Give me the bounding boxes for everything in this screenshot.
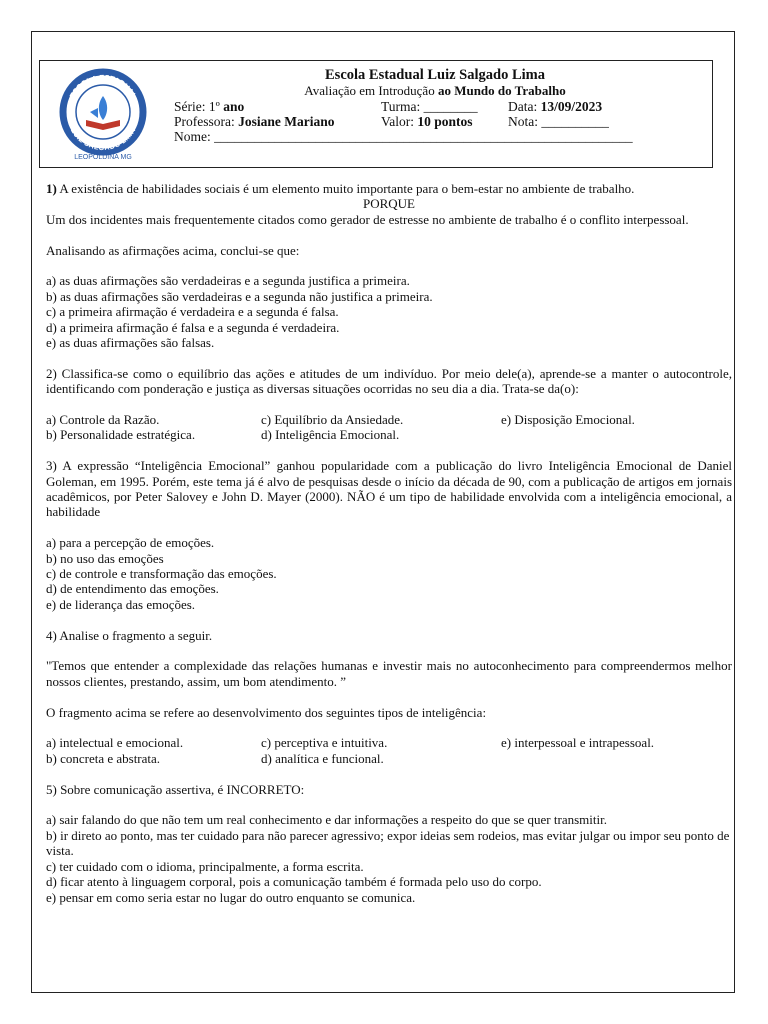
- exam-subject: Avaliação em Introdução ao Mundo do Trabalho: [304, 83, 566, 98]
- q2-text: 2) Classifica-se como o equilíbrio das ações e atitudes de um indivíduo. Por meio dele(a), aprende-se a manter o autocontrole, identificando com ponderação e justiça as diversas situações ocorridas no seu dia a dia. Trata-se da(o):: [46, 365, 732, 397]
- exam-body: [46, 181, 732, 905]
- professora-field: Professora: Josiane Mariano: [174, 114, 335, 129]
- q4-option: d) analítica e funcional.: [261, 750, 384, 766]
- q4-text: 4) Analise o fragmento a seguir.: [46, 627, 213, 643]
- q4-option: b) concreta e abstrata.: [46, 750, 161, 766]
- q1-statement1: 1) A existência de habilidades sociais é um elemento muito importante para o bem-estar no ambiente de trabalho.: [46, 181, 635, 196]
- q1-option: e) as duas afirmações são falsas.: [46, 335, 215, 351]
- q1-option: c) a primeira afirmação é verdadeira e a segunda é falsa.: [46, 304, 339, 320]
- q4-option: a) intelectual e emocional.: [46, 735, 184, 751]
- q4-prompt: O fragmento acima se refere ao desenvolvimento dos seguintes tipos de inteligência:: [46, 704, 487, 720]
- nota-field: Nota: __________: [508, 114, 609, 129]
- q4-options-row1: [46, 735, 732, 750]
- school-logo: [50, 68, 156, 162]
- q4-option: c) perceptiva e intuitiva.: [261, 735, 388, 751]
- q2-options-row1: [46, 412, 732, 427]
- valor-field: Valor: 10 pontos: [381, 114, 473, 129]
- q5-option: d) ficar atento à linguagem corporal, pois a comunicação também é formada pelo uso do corpo.: [46, 874, 542, 890]
- q1-statement2: Um dos incidentes mais frequentemente citados como gerador de estresse no ambiente de trabalho é o conflito interpessoal.: [46, 211, 689, 227]
- q4-option: e) interpessoal e intrapessoal.: [501, 735, 655, 751]
- q1-option: a) as duas afirmações são verdadeiras e a segunda justifica a primeira.: [46, 273, 410, 289]
- q3-option: d) de entendimento das emoções.: [46, 581, 219, 597]
- turma-field: Turma: ________: [381, 99, 478, 114]
- q5-text: 5) Sobre comunicação assertiva, é INCORRETO:: [46, 781, 305, 797]
- q1-prompt: Analisando as afirmações acima, conclui-se que:: [46, 242, 300, 258]
- exam-header: [39, 60, 713, 168]
- q2-option: e) Disposição Emocional.: [501, 412, 635, 428]
- q3-option: c) de controle e transformação das emoções.: [46, 566, 277, 582]
- q5-option: c) ter cuidado com o idioma, principalmente, a forma escrita.: [46, 858, 364, 874]
- q4-quote: "Temos que entender a complexidade das relações humanas e investir mais no autoconhecimento para compreendermos melhor nossos clientes, prestando, assim, um bom atendimento. ”: [46, 658, 732, 689]
- q2-option: a) Controle da Razão.: [46, 412, 160, 428]
- q1-option: d) a primeira afirmação é falsa e a segunda é verdadeira.: [46, 319, 340, 335]
- q3-option: a) para a percepção de emoções.: [46, 535, 215, 551]
- q3-option: b) no uso das emoções: [46, 550, 164, 566]
- q3-text: 3) A expressão “Inteligência Emocional” ganhou popularidade com a publicação do livro Inteligência Emocional de Daniel Goleman, em 1995. Porém, este tema já é alvo de pesquisas desde o início da década de 90, com a publicação de artigos em jornais acadêmicos, por Peter Salovey e John D. Mayer (2000). NÃO é um tipo de habilidade envolvida com a inteligência emocional, a habilidade: [46, 458, 732, 520]
- nome-field: Nome: ______________________________________________________________: [174, 129, 633, 144]
- q5-option: b) ir direto ao ponto, mas ter cuidado para não parecer agressivo; expor ideias sem rodeios, mas evitar julgar ou impor seu ponto de vista.: [46, 827, 730, 859]
- q2-options-row2: [46, 427, 732, 442]
- school-name: Escola Estadual Luiz Salgado Lima: [325, 67, 545, 83]
- logo-bottom-text: LUIZ SALGADO LIMA: [68, 127, 138, 153]
- q3-option: e) de liderança das emoções.: [46, 596, 196, 612]
- date-field: Data: 13/09/2023: [508, 99, 603, 114]
- q2-option: b) Personalidade estratégica.: [46, 427, 196, 443]
- logo-top-text: ESCOLA ESTADUAL: [67, 72, 139, 100]
- q5-option: e) pensar em como seria estar no lugar do outro enquanto se comunica.: [46, 889, 416, 905]
- logo-city: LEOPOLDINA MG: [74, 154, 132, 161]
- serie-field: Série: 1º ano: [174, 99, 245, 114]
- q5-option: a) sair falando do que não tem um real conhecimento e dar informações a respeito do que se quer transmitir.: [46, 812, 607, 828]
- q1-porque: PORQUE: [362, 196, 415, 212]
- q1-option: b) as duas afirmações são verdadeiras e a segunda não justifica a primeira.: [46, 288, 433, 304]
- q4-options-row2: [46, 751, 732, 766]
- q2-option: d) Inteligência Emocional.: [261, 427, 400, 443]
- q2-option: c) Equilíbrio da Ansiedade.: [261, 412, 404, 428]
